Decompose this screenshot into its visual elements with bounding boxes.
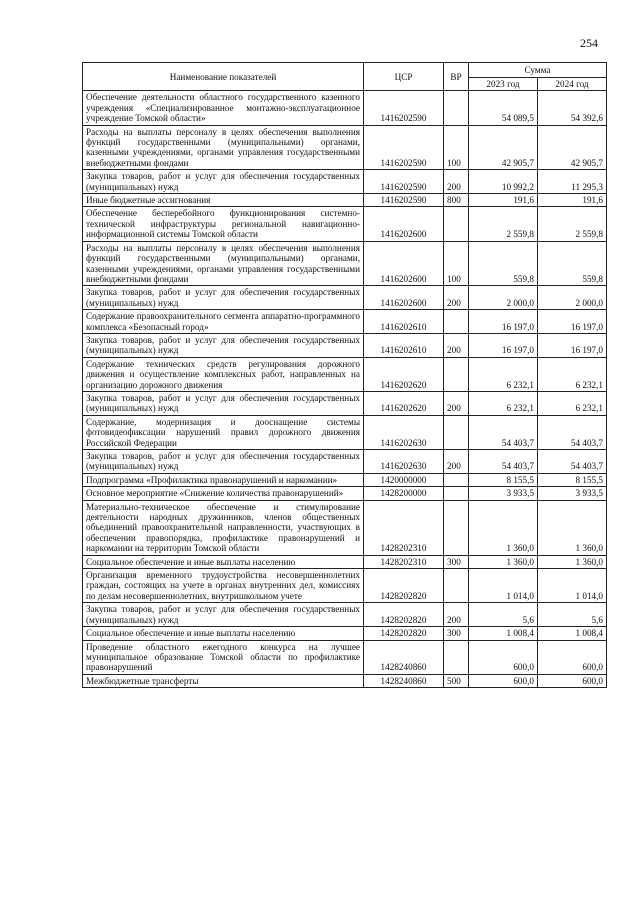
table-row — [83, 286, 607, 310]
row-csr: 1428202820 — [364, 603, 444, 627]
row-sum-2024: 54 403,7 — [538, 415, 607, 449]
row-sum-2024: 5,6 — [538, 603, 607, 627]
row-vr — [444, 357, 469, 391]
row-sum-2023: 191,6 — [469, 194, 538, 207]
row-sum-2023: 2 559,8 — [469, 207, 538, 241]
row-csr: 1416202620 — [364, 357, 444, 391]
row-csr: 1416202590 — [364, 170, 444, 194]
table-row — [83, 627, 607, 640]
row-vr — [444, 500, 469, 555]
table-row — [83, 357, 607, 391]
row-vr — [444, 640, 469, 674]
table-row — [83, 500, 607, 555]
table-row — [83, 569, 607, 603]
row-sum-2023: 559,8 — [469, 241, 538, 286]
row-csr: 1416202610 — [364, 310, 444, 334]
row-csr: 1416202590 — [364, 194, 444, 207]
table-row — [83, 91, 607, 125]
table-row — [83, 603, 607, 627]
row-sum-2023: 8 155,5 — [469, 473, 538, 486]
table-row — [83, 674, 607, 687]
row-sum-2023: 600,0 — [469, 674, 538, 687]
row-sum-2024: 1 360,0 — [538, 500, 607, 555]
row-sum-2023: 6 232,1 — [469, 357, 538, 391]
budget-table — [82, 62, 607, 688]
row-vr — [444, 415, 469, 449]
row-sum-2024: 6 232,1 — [538, 391, 607, 415]
row-vr: 300 — [444, 555, 469, 568]
page-number: 254 — [580, 36, 598, 50]
row-sum-2023: 3 933,5 — [469, 487, 538, 500]
row-sum-2024: 2 000,0 — [538, 286, 607, 310]
row-vr: 100 — [444, 241, 469, 286]
table-row — [83, 241, 607, 286]
row-sum-2024: 16 197,0 — [538, 310, 607, 334]
row-name: Социальное обеспечение и иные выплаты населению — [83, 555, 364, 568]
row-sum-2023: 1 360,0 — [469, 500, 538, 555]
row-sum-2024: 559,8 — [538, 241, 607, 286]
table-row — [83, 487, 607, 500]
row-sum-2024: 1 014,0 — [538, 569, 607, 603]
table-row — [83, 207, 607, 241]
header-year-2024: 2024 год — [538, 78, 607, 91]
row-sum-2023: 54 089,5 — [469, 91, 538, 125]
row-csr: 1416202630 — [364, 450, 444, 474]
row-vr: 200 — [444, 450, 469, 474]
row-vr: 200 — [444, 333, 469, 357]
row-name: Закупка товаров, работ и услуг для обеспечения государственных (муниципальных) нужд — [83, 603, 364, 627]
row-csr: 1428200000 — [364, 487, 444, 500]
row-sum-2024: 2 559,8 — [538, 207, 607, 241]
row-name: Иные бюджетные ассигнования — [83, 194, 364, 207]
table-row — [83, 450, 607, 474]
row-name: Расходы на выплаты персоналу в целях обеспечения выполнения функций государственными (муниципальными) органами, казенными учреждениями, органами управления государственными внебюджетными фондами — [83, 125, 364, 170]
row-vr — [444, 91, 469, 125]
row-csr: 1416202600 — [364, 241, 444, 286]
table-row — [83, 415, 607, 449]
row-name: Закупка товаров, работ и услуг для обеспечения государственных (муниципальных) нужд — [83, 333, 364, 357]
row-name: Социальное обеспечение и иные выплаты населению — [83, 627, 364, 640]
table-row — [83, 391, 607, 415]
row-sum-2023: 1 008,4 — [469, 627, 538, 640]
row-sum-2024: 3 933,5 — [538, 487, 607, 500]
table-row — [83, 194, 607, 207]
row-name: Материально-техническое обеспечение и стимулирование деятельности народных дружинников, членов общественных объединений правоохранительной направленности, участвующих в обеспечении правопорядка, профилактике правонарушений и наркомании на территории Томской области — [83, 500, 364, 555]
row-sum-2023: 5,6 — [469, 603, 538, 627]
table-body — [83, 91, 607, 688]
table-row — [83, 333, 607, 357]
row-sum-2023: 600,0 — [469, 640, 538, 674]
header-csr: ЦСР — [364, 63, 444, 91]
row-sum-2024: 54 403,7 — [538, 450, 607, 474]
row-sum-2024: 600,0 — [538, 640, 607, 674]
row-csr: 1416202590 — [364, 91, 444, 125]
row-sum-2024: 191,6 — [538, 194, 607, 207]
row-sum-2023: 1 360,0 — [469, 555, 538, 568]
row-csr: 1428202820 — [364, 627, 444, 640]
row-sum-2024: 54 392,6 — [538, 91, 607, 125]
row-sum-2024: 42 905,7 — [538, 125, 607, 170]
table-row — [83, 473, 607, 486]
row-vr: 200 — [444, 603, 469, 627]
row-csr: 1416202610 — [364, 333, 444, 357]
row-csr: 1420000000 — [364, 473, 444, 486]
row-sum-2023: 1 014,0 — [469, 569, 538, 603]
row-csr: 1428240860 — [364, 640, 444, 674]
row-name: Основное мероприятие «Снижение количества правонарушений» — [83, 487, 364, 500]
row-name: Организация временного трудоустройства несовершеннолетних граждан, состоящих на учете в органах внутренних дел, комиссиях по делам несовершеннолетних, внутришкольном учете — [83, 569, 364, 603]
row-vr: 100 — [444, 125, 469, 170]
row-csr: 1416202620 — [364, 391, 444, 415]
row-vr — [444, 473, 469, 486]
table-row — [83, 125, 607, 170]
row-name: Подпрограмма «Профилактика правонарушений и наркомании» — [83, 473, 364, 486]
row-sum-2024: 11 295,3 — [538, 170, 607, 194]
row-name: Проведение областного ежегодного конкурса на лучшее муниципальное образование Томской области по профилактике правонарушений — [83, 640, 364, 674]
row-name: Обеспечение деятельности областного государственного казенного учреждения «Специализированное монтажно-эксплуатационное учреждение Томской области» — [83, 91, 364, 125]
header-sum: Сумма — [469, 63, 607, 78]
row-vr — [444, 207, 469, 241]
row-sum-2024: 8 155,5 — [538, 473, 607, 486]
header-name: Наименование показателей — [83, 63, 364, 91]
header-year-2023: 2023 год — [469, 78, 538, 91]
row-sum-2023: 10 992,2 — [469, 170, 538, 194]
row-csr: 1416202630 — [364, 415, 444, 449]
row-csr: 1428202310 — [364, 555, 444, 568]
row-vr: 200 — [444, 170, 469, 194]
row-sum-2023: 16 197,0 — [469, 310, 538, 334]
row-sum-2023: 42 905,7 — [469, 125, 538, 170]
row-name: Расходы на выплаты персоналу в целях обеспечения выполнения функций государственными (муниципальными) органами, казенными учреждениями, органами управления государственными внебюджетными фондами — [83, 241, 364, 286]
row-csr: 1416202600 — [364, 286, 444, 310]
row-sum-2024: 6 232,1 — [538, 357, 607, 391]
row-name: Закупка товаров, работ и услуг для обеспечения государственных (муниципальных) нужд — [83, 450, 364, 474]
row-csr: 1416202590 — [364, 125, 444, 170]
header-vr: ВР — [444, 63, 469, 91]
row-name: Содержание правоохранительного сегмента аппаратно-программного комплекса «Безопасный город» — [83, 310, 364, 334]
table-row — [83, 555, 607, 568]
row-name: Содержание, модернизация и дооснащение системы фотовидеофиксации нарушений правил дорожного движения Российской Федерации — [83, 415, 364, 449]
row-vr — [444, 310, 469, 334]
row-csr: 1416202600 — [364, 207, 444, 241]
row-name: Закупка товаров, работ и услуг для обеспечения государственных (муниципальных) нужд — [83, 170, 364, 194]
row-vr: 200 — [444, 391, 469, 415]
row-name: Межбюджетные трансферты — [83, 674, 364, 687]
row-vr: 200 — [444, 286, 469, 310]
row-name: Закупка товаров, работ и услуг для обеспечения государственных (муниципальных) нужд — [83, 391, 364, 415]
table-row — [83, 640, 607, 674]
row-sum-2024: 1 360,0 — [538, 555, 607, 568]
row-vr — [444, 487, 469, 500]
row-name: Обеспечение бесперебойного функционирования системно-технической инфраструктуры региональной навигационно-информационной системы Томской области — [83, 207, 364, 241]
row-vr: 500 — [444, 674, 469, 687]
row-sum-2023: 2 000,0 — [469, 286, 538, 310]
row-sum-2024: 16 197,0 — [538, 333, 607, 357]
row-vr: 800 — [444, 194, 469, 207]
row-sum-2023: 54 403,7 — [469, 450, 538, 474]
table-row — [83, 310, 607, 334]
row-csr: 1428202820 — [364, 569, 444, 603]
row-sum-2023: 6 232,1 — [469, 391, 538, 415]
row-csr: 1428202310 — [364, 500, 444, 555]
row-name: Содержание технических средств регулирования дорожного движения и осуществление комплексных работ, направленных на организацию дорожного движения — [83, 357, 364, 391]
row-vr: 300 — [444, 627, 469, 640]
row-sum-2023: 54 403,7 — [469, 415, 538, 449]
row-sum-2024: 600,0 — [538, 674, 607, 687]
row-vr — [444, 569, 469, 603]
row-sum-2023: 16 197,0 — [469, 333, 538, 357]
table-row — [83, 170, 607, 194]
row-sum-2024: 1 008,4 — [538, 627, 607, 640]
row-csr: 1428240860 — [364, 674, 444, 687]
row-name: Закупка товаров, работ и услуг для обеспечения государственных (муниципальных) нужд — [83, 286, 364, 310]
